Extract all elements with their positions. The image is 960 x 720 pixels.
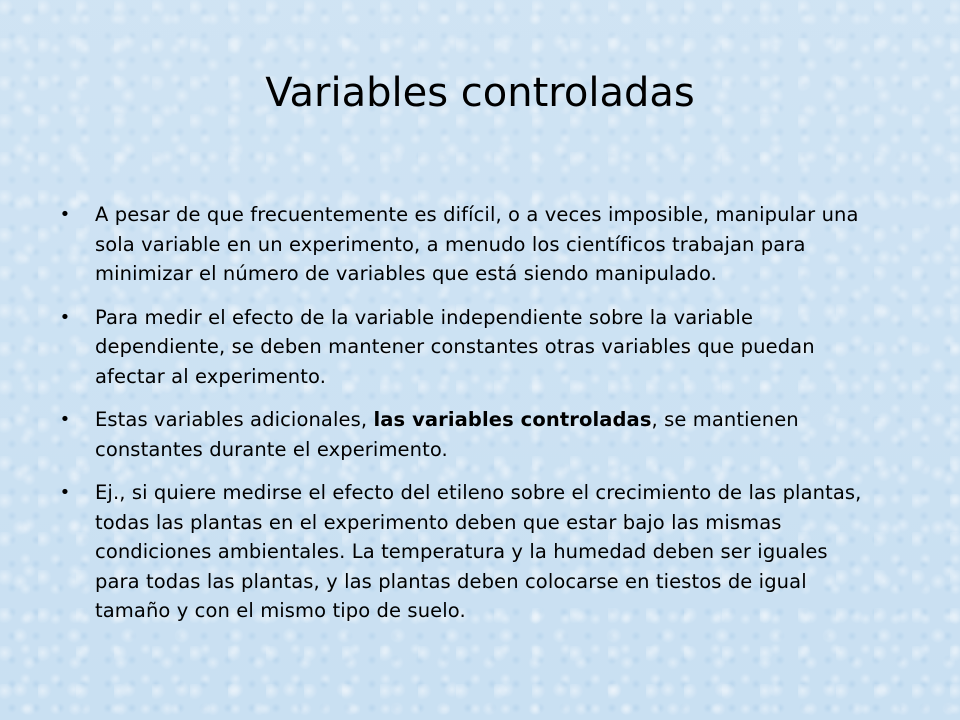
bullet-icon: • [59, 482, 71, 503]
bullet-icon: • [59, 306, 71, 328]
bullet-text: Para medir el efecto de la variable independiente sobre la variable dependiente, se deben mantener constantes otras variables que puedan afectar al experimento. [95, 305, 815, 388]
bullet-icon: • [59, 409, 71, 430]
bullet-item-4 [58, 478, 878, 626]
bullet-text-after: , se mantienen constantes durante el experimento. [95, 408, 799, 461]
bullet-text-bold-term: las variables controladas [373, 408, 652, 431]
bullet-text-before: Estas variables adicionales, [95, 408, 374, 431]
bullet-item-2 [58, 303, 878, 392]
slide-title: Variables controladas [265, 70, 695, 116]
bullet-text: A pesar de que frecuentemente es difícil, o a veces imposible, manipular una sola variable en un experimento, a menudo los científicos trabajan para minimizar el número de variables que está siendo manipulado. [95, 203, 859, 285]
bullet-item-3 [58, 405, 878, 464]
bullet-item-1 [58, 200, 878, 289]
bullet-text: Ej., si quiere medirse el efecto del etileno sobre el crecimiento de las plantas, todas las plantas en el experimento deben que estar bajo las mismas condiciones ambientales. La temperatura y la humedad deben ser iguales para todas las plantas, y las plantas deben colocarse en tiestos de igual tamaño y con el mismo tipo de suelo. [95, 481, 862, 622]
bullet-icon: • [59, 204, 71, 225]
bullet-list [58, 200, 878, 640]
